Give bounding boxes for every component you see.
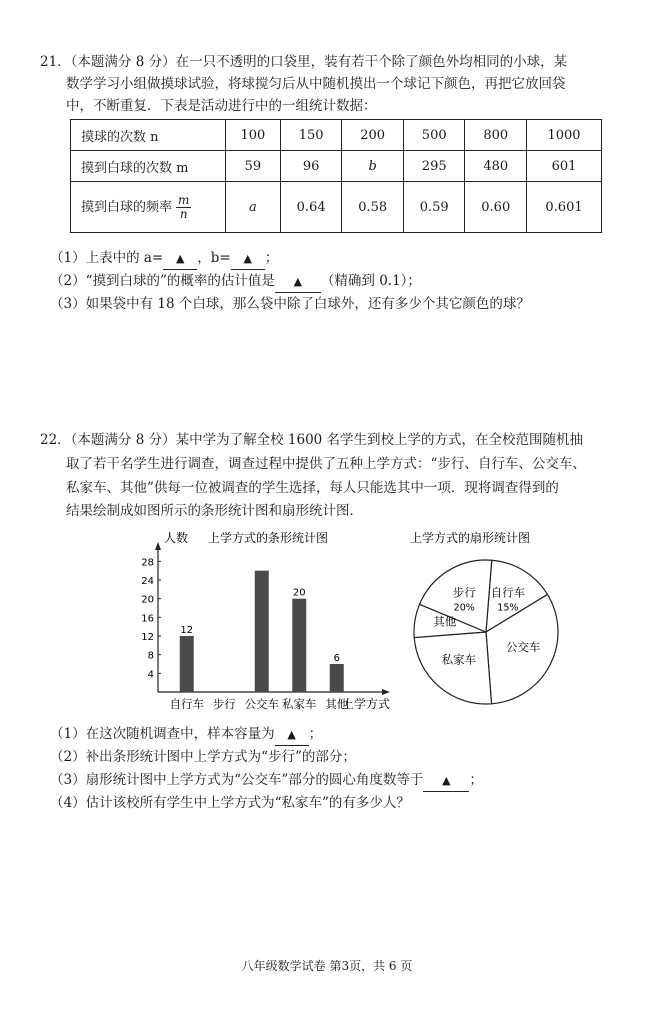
q22-line3: 私家车、其他”供每一位被调查的学生选择，每人只能选其中一项．现将调查得到的	[66, 480, 559, 496]
q21-part2-text: （2）“摸到白球的”的概率的估计值是	[50, 273, 275, 289]
bar-data-label: 20	[292, 587, 306, 599]
bar-chart-bars	[180, 571, 344, 692]
x-category-label: 公交车	[244, 697, 279, 711]
q22-part3-end: ；	[469, 772, 483, 788]
bar-chart-xlabels	[170, 697, 349, 711]
q21-part1-text-a: （1）上表中的 a=	[50, 250, 164, 266]
fraction-m-over-n	[176, 194, 191, 221]
pie-percent-label: 15%	[497, 602, 519, 614]
x-category-label: 其他	[325, 697, 349, 711]
table-header-cell: 摸球的次数 n	[71, 120, 226, 151]
q22-line4: 结果绘制成如图所示的条形统计图和扇形统计图．	[66, 503, 363, 519]
y-tick-label: 20	[141, 594, 154, 606]
frequency-label: 摸到白球的频率	[81, 199, 173, 215]
q22-line1: 22．（本题满分 8 分）某中学为了解全校 1600 名学生到校上学的方式，在全校范围随机抽	[40, 432, 584, 448]
fraction-numerator: m	[178, 192, 190, 207]
table-cell: 0.601	[527, 182, 602, 233]
table-cell: 0.59	[403, 182, 465, 233]
table-cell: a	[226, 182, 281, 233]
table-cell: 800	[465, 120, 527, 151]
pie-slice-私家车	[414, 632, 491, 704]
bar-chart-xlabel: 上学方式	[342, 697, 391, 711]
bar-chart-title: 上学方式的条形统计图	[208, 531, 329, 545]
y-axis-arrow	[155, 542, 161, 550]
table-cell: 59	[226, 151, 281, 182]
pie-chart	[400, 522, 580, 722]
q21-part2-end: （精确到 0.1）；	[320, 273, 421, 289]
bar-chart-ylabel: 人数	[164, 531, 189, 545]
table-row	[71, 182, 602, 233]
q21-part1	[50, 248, 278, 270]
x-category-label: 私家车	[282, 697, 317, 711]
bar-data-label: 12	[180, 625, 194, 636]
q21-part3: （3）如果袋中有 18 个白球，那么袋中除了白球外，还有多少个其它颜色的球？	[50, 296, 530, 312]
table-cell: 0.58	[342, 182, 404, 233]
table-cell: 1000	[527, 120, 602, 151]
table-cell: 100	[226, 120, 281, 151]
answer-blank: ▲	[275, 725, 309, 746]
q21-part1-end: ；	[264, 250, 279, 266]
pie-slice-label: 自行车	[490, 585, 526, 600]
q21-line2: 数学学习小组做摸球试验，将球搅匀后从中随机摸出一个球记下颜色，再把它放回袋	[66, 76, 566, 92]
table-cell: b	[342, 151, 404, 182]
bar-私家车	[292, 599, 306, 692]
q22-part1-text: （1）在这次随机调查中，样本容量为	[50, 726, 275, 742]
y-tick-label: 24	[141, 576, 154, 587]
table-cell: 295	[403, 151, 465, 182]
fraction-denominator: n	[179, 206, 188, 221]
pie-slice-label: 其他	[433, 614, 457, 629]
q22-part2: （2）补出条形统计图中上学方式为“步行”的部分；	[50, 749, 356, 765]
q21-line1: 21．（本题满分 8 分）在一只不透明的口袋里，装有若干个除了颜色外均相同的小球，某	[40, 54, 568, 70]
table-cell: 480	[465, 151, 527, 182]
q22-part4: （4）估计该校所有学生中上学方式为“私家车”的有多少人？	[50, 795, 410, 811]
q22-line2: 取了若干名学生进行调查，调查过程中提供了五种上学方式：“步行、自行车、公交车、	[66, 456, 586, 472]
y-tick-label: 12	[141, 632, 154, 643]
table-header-cell	[71, 182, 226, 233]
q21-stats-table	[70, 119, 602, 233]
table-cell: 500	[403, 120, 465, 151]
y-tick-label: 4	[147, 669, 154, 681]
table-cell: 0.60	[465, 182, 527, 233]
bar-其他	[330, 664, 344, 692]
bar-data-label: 6	[333, 653, 340, 664]
table-cell: 96	[280, 151, 342, 182]
q22-part1	[50, 724, 322, 746]
q22-part1-end: ；	[308, 726, 323, 742]
q22-part3-text: （3）扇形统计图中上学方式为“公交车”部分的圆心角度数等于	[50, 772, 424, 788]
q21-part1-text-b: ，b=	[197, 250, 231, 266]
pie-chart-title: 上学方式的扇形统计图	[410, 531, 531, 545]
q21-line3: 中，不断重复．下表是活动进行中的一组统计数据：	[66, 98, 377, 114]
pie-slice-label: 私家车	[441, 652, 477, 667]
answer-blank: ▲	[275, 272, 321, 293]
page-footer: 八年级数学试卷 第3页，共 6 页	[241, 959, 413, 973]
answer-blank: ▲	[231, 249, 265, 270]
pie-percent-label: 20%	[453, 602, 475, 614]
table-cell: 200	[342, 120, 404, 151]
y-tick-label: 16	[141, 613, 154, 625]
q22-part3	[50, 770, 483, 792]
bar-chart	[120, 522, 410, 722]
pie-slice-label: 公交车	[505, 640, 541, 655]
bar-自行车	[180, 636, 194, 692]
y-tick-label: 8	[147, 650, 154, 662]
answer-blank: ▲	[163, 249, 197, 270]
table-cell: 150	[280, 120, 342, 151]
y-tick-label: 28	[141, 557, 154, 569]
table-cell: 0.64	[280, 182, 342, 233]
x-category-label: 步行	[212, 697, 236, 711]
table-cell: 601	[527, 151, 602, 182]
bar-公交车	[255, 571, 269, 692]
answer-blank: ▲	[423, 771, 469, 792]
x-category-label: 自行车	[169, 697, 204, 711]
pie-slice-label: 步行	[452, 585, 476, 600]
table-header-cell: 摸到白球的次数 m	[71, 151, 226, 182]
table-row	[71, 151, 602, 182]
q21-part2	[50, 271, 421, 293]
table-row	[71, 120, 602, 151]
pie-chart-slices	[414, 560, 558, 704]
x-axis-arrow	[382, 689, 390, 695]
